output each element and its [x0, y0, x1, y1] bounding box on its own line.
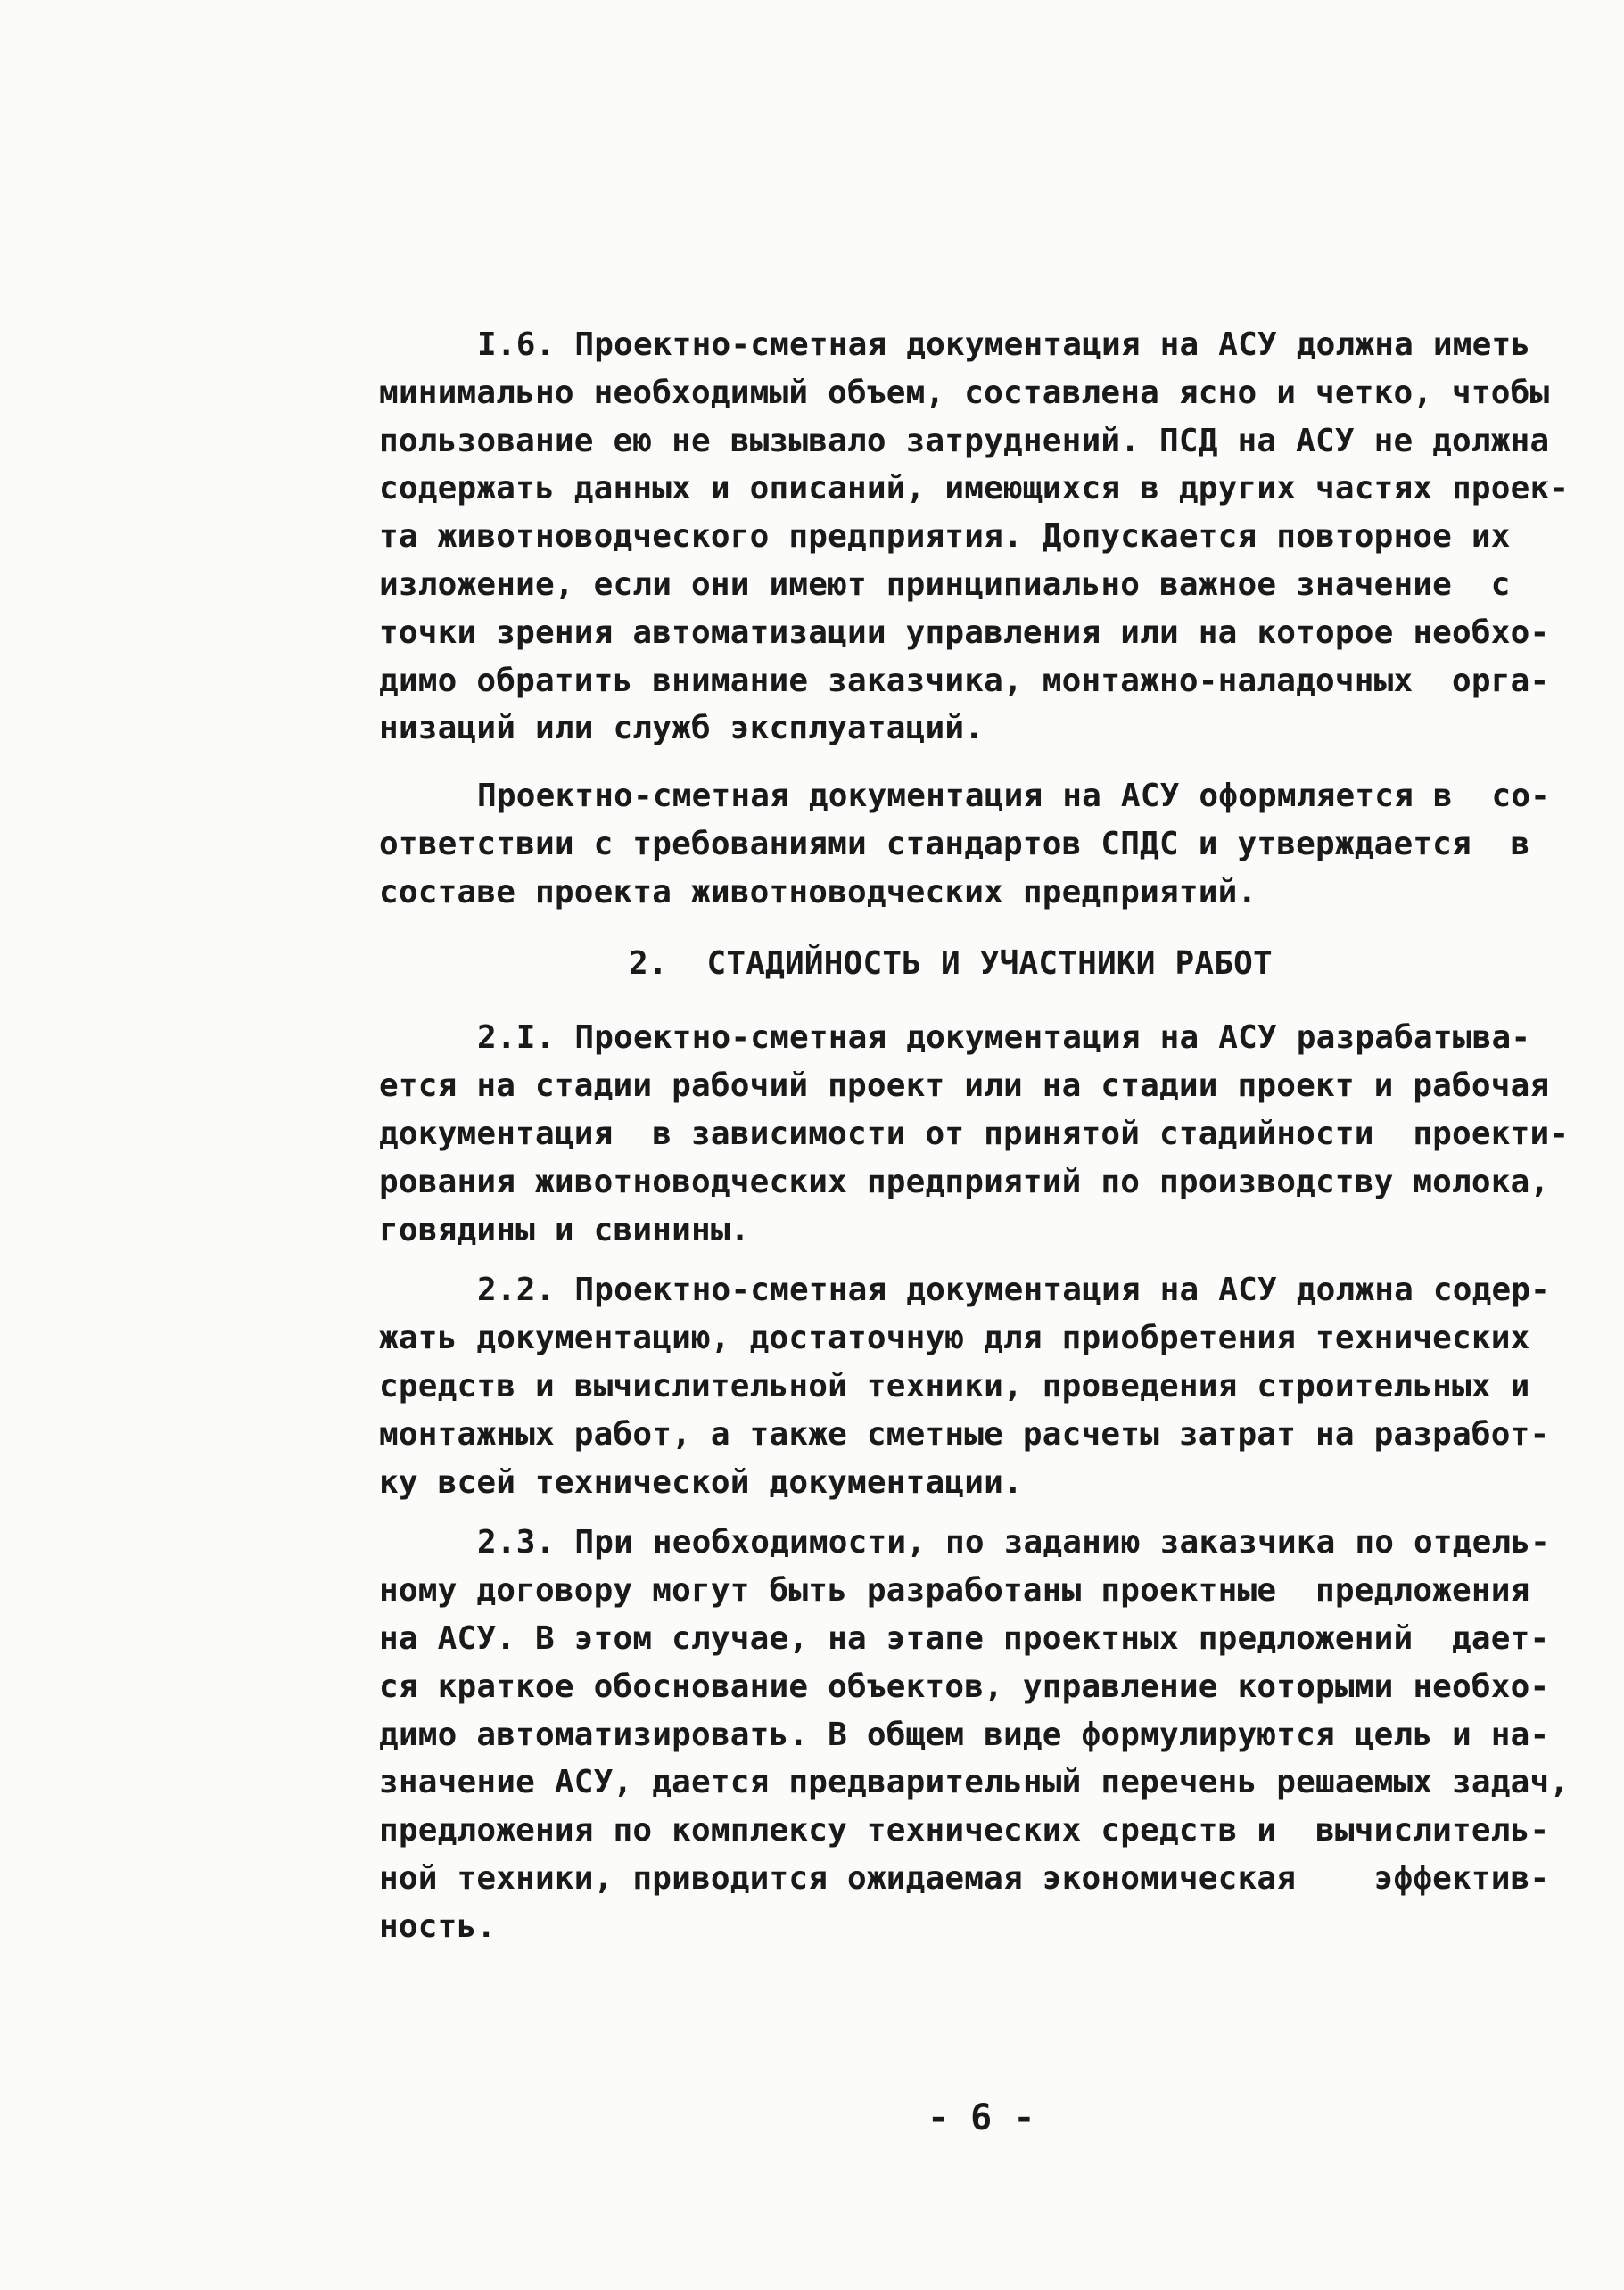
text-line: значение АСУ, дается предварительный перечень решаемых задач, — [379, 1764, 1570, 1801]
text-line: та животноводческого предприятия. Допускается повторное их — [379, 518, 1511, 556]
section-heading: 2. СТАДИЙНОСТЬ И УЧАСТНИКИ РАБОТ — [629, 944, 1273, 982]
text-line: средств и вычислительной техники, проведения строительных и — [379, 1367, 1530, 1404]
text-line: на АСУ. В этом случае, на этапе проектных предложений дает- — [379, 1619, 1550, 1657]
text-line: 2.2. Проектно-сметная документация на АСУ должна содер- — [477, 1272, 1551, 1309]
text-line: рования животноводческих предприятий по производству молока, — [379, 1163, 1550, 1200]
text-line: ся краткое обоснование объектов, управление которыми необхо- — [379, 1668, 1550, 1705]
text-line: ответствии с требованиями стандартов СПДС и утверждается в — [379, 825, 1530, 862]
text-line: говядины и свинины. — [379, 1211, 750, 1248]
text-line: I.6. Проектно-сметная документация на АСУ должна иметь — [477, 326, 1531, 363]
text-line: ку всей технической документации. — [379, 1463, 1023, 1501]
text-line: составе проекта животноводческих предприятий. — [379, 873, 1257, 910]
text-line: документация в зависимости от принятой стадийности проекти- — [379, 1115, 1570, 1152]
paragraph-gap — [379, 1254, 1538, 1266]
text-line: точки зрения автоматизации управления или на которое необхо- — [379, 614, 1550, 651]
paragraph-2-3 — [379, 1519, 1570, 1950]
text-line: изложение, если они имеют принципиально важное значение с — [379, 565, 1511, 603]
paragraph-2-2 — [379, 1266, 1551, 1506]
text-line: ному договору могут быть разработаны проектные предложения — [379, 1572, 1530, 1610]
text-line: 2.3. При необходимости, по заданию заказчика по отдель- — [477, 1524, 1551, 1561]
text-line: минимально необходимый объем, составлена ясно и четко, чтобы — [379, 374, 1550, 411]
text-line: 2.I. Проектно-сметная документация на АСУ разрабатыва- — [477, 1019, 1531, 1057]
text-line: ной техники, приводится ожидаемая экономическая эффектив- — [379, 1859, 1550, 1897]
paragraph-2-1 — [379, 1014, 1570, 1254]
text-line: димо автоматизировать. В общем виде формулируются цель и на- — [379, 1716, 1550, 1753]
text-line: содержать данных и описаний, имеющихся в других частях проек- — [379, 470, 1570, 507]
paragraph-1-6-continued — [379, 772, 1551, 916]
text-line: димо обратить внимание заказчика, монтажно-наладочных орга- — [379, 662, 1550, 699]
text-line: ность. — [379, 1907, 497, 1945]
page-content — [379, 321, 1570, 1951]
paragraph-gap — [379, 753, 1538, 772]
text-line: пользование ею не вызывало затруднений. ПСД на АСУ не должна — [379, 422, 1550, 459]
page-number: - 6 - — [927, 2097, 1035, 2138]
text-line: низаций или служб эксплуатаций. — [379, 710, 985, 747]
paragraph-gap — [379, 1506, 1538, 1519]
text-line: Проектно-сметная документация на АСУ оформляется в со- — [477, 778, 1551, 815]
text-line: ется на стадии рабочий проект или на стадии проект и рабочая — [379, 1067, 1550, 1105]
paragraph-1-6 — [379, 321, 1570, 753]
text-line: монтажных работ, а также сметные расчеты затрат на разработ- — [379, 1415, 1550, 1453]
text-line: жать документацию, достаточную для приобретения технических — [379, 1320, 1530, 1357]
text-line: предложения по комплексу технических средств и вычислитель- — [379, 1812, 1550, 1849]
